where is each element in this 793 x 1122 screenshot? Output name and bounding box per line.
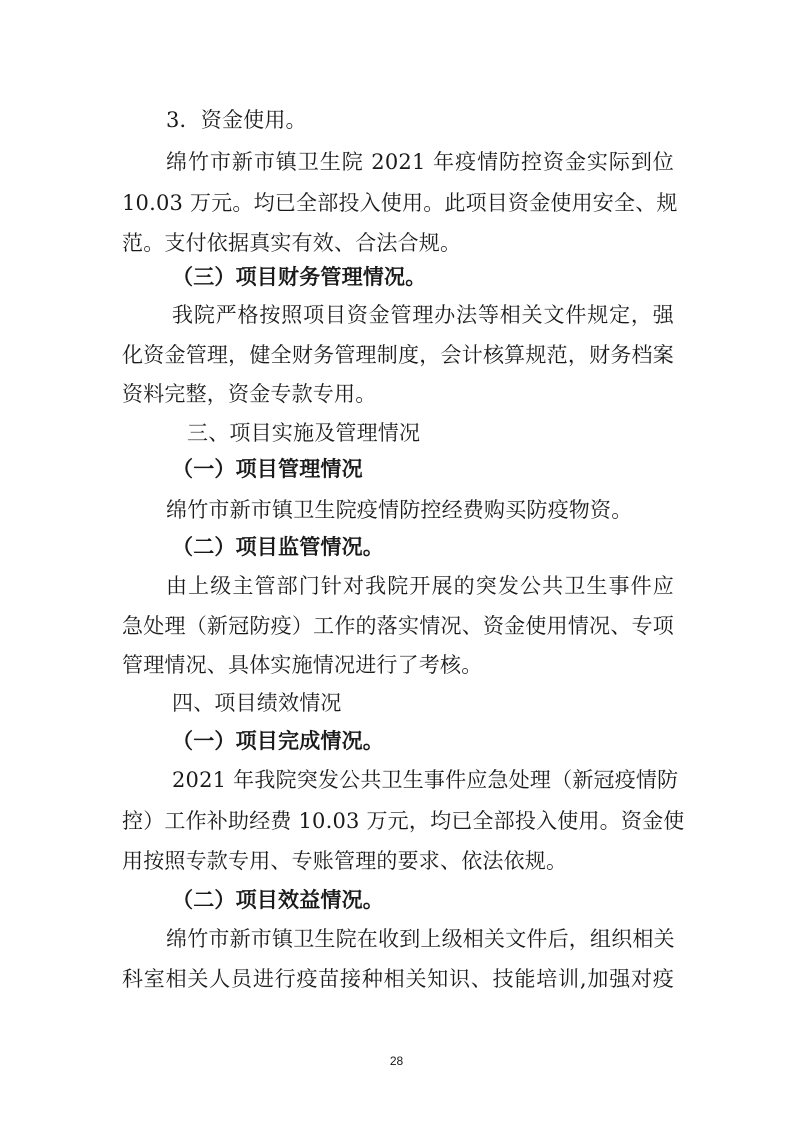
paragraph-line: 我院严格按照项目资金管理办法等相关文件规定，强 [172, 303, 674, 327]
paragraph-line: 科室相关人员进行疫苗接种相关知识、技能培训,加强对疫 [122, 967, 674, 991]
paragraph-line: 10.03 万元。均已全部投入使用。此项目资金使用安全、规 [122, 191, 678, 215]
financial-mgmt-heading: （三）项目财务管理情况。 [172, 265, 427, 289]
paragraph-line: 由上级主管部门针对我院开展的突发公共卫生事件应 [166, 574, 674, 598]
implementation-heading: 三、项目实施及管理情况 [187, 421, 421, 445]
project-mgmt-heading: （一）项目管理情况 [172, 457, 363, 481]
page-number: 28 [389, 1054, 404, 1068]
paragraph-line: 范。支付依据真实有效、合法合规。 [122, 231, 462, 255]
paragraph-line: 控）工作补助经费 10.03 万元，均已全部投入使用。资金使 [122, 809, 685, 833]
paragraph-line: 资料完整，资金专款专用。 [122, 382, 377, 406]
paragraph-line: 绵竹市新市镇卫生院在收到上级相关文件后，组织相关 [166, 927, 675, 951]
paragraph-line: 管理情况、具体实施情况进行了考核。 [122, 653, 483, 677]
performance-heading: 四、项目绩效情况 [172, 691, 342, 715]
supervision-heading: （二）项目监管情况。 [172, 535, 384, 559]
paragraph-line: 化资金管理，健全财务管理制度，会计核算规范，财务档案 [122, 343, 674, 367]
benefit-heading: （二）项目效益情况。 [172, 888, 384, 912]
paragraph-line: 绵竹市新市镇卫生院疫情防控经费购买防疫物资。 [166, 498, 633, 522]
paragraph-line: 急处理（新冠防疫）工作的落实情况、资金使用情况、专项 [122, 614, 674, 638]
section-3-heading: 3．资金使用。 [166, 108, 307, 132]
completion-heading: （一）项目完成情况。 [172, 729, 384, 753]
paragraph-line: 2021 年我院突发公共卫生事件应急处理（新冠疫情防 [172, 768, 679, 792]
paragraph-line: 用按照专款专用、专账管理的要求、依法依规。 [122, 849, 568, 873]
paragraph-line: 绵竹市新市镇卫生院 2021 年疫情防控资金实际到位 [166, 150, 674, 174]
